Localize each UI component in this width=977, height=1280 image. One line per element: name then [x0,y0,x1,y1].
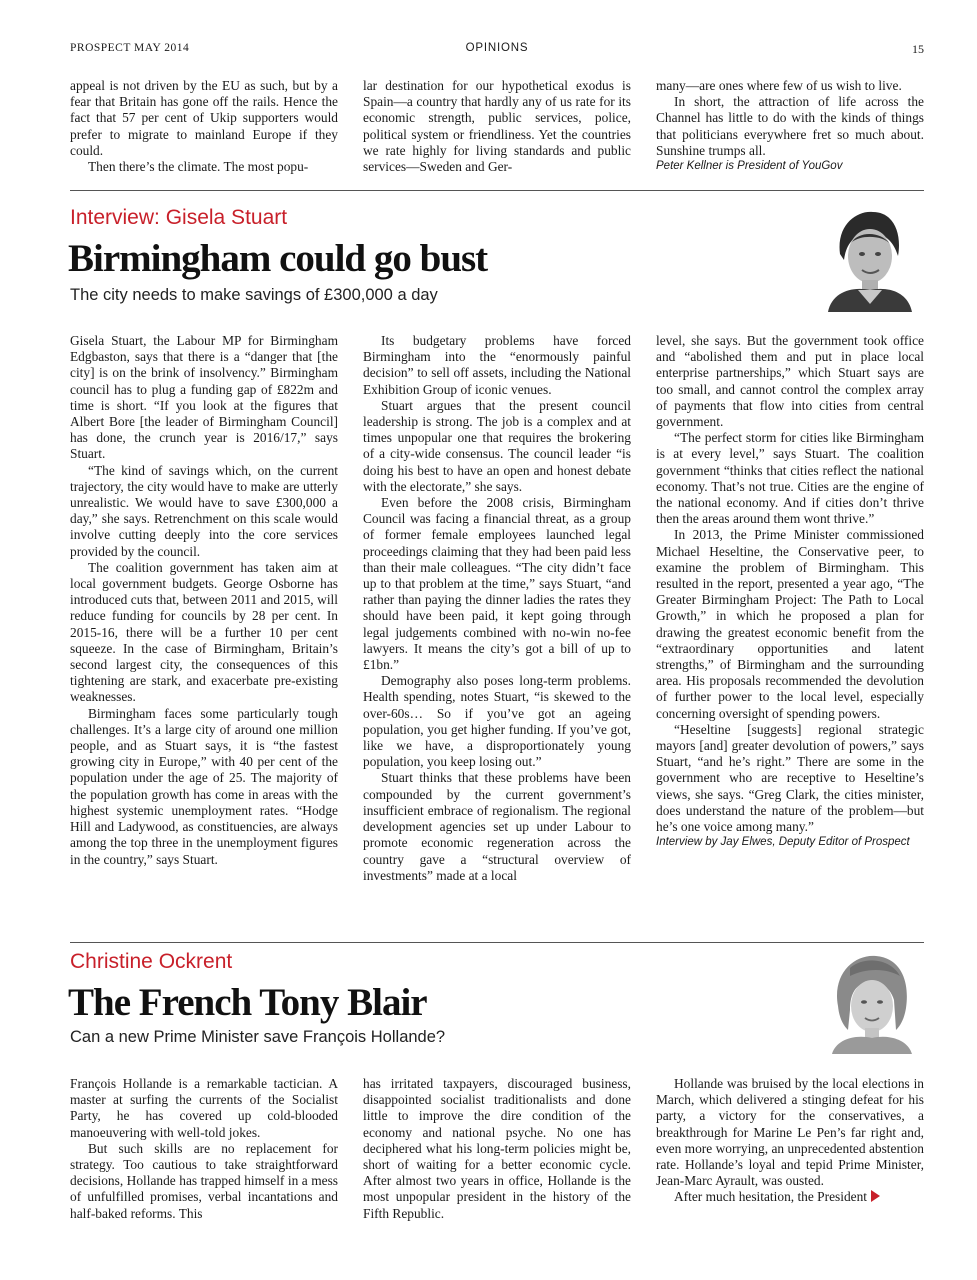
interview-body [70,333,924,884]
paragraph: Demography also poses long-term problems. Health spending, notes Stuart, “is skewed to the over-60s… So if you’ve got an ageing population, you get higher funding. If you’ve got, like we have, a disproportionately young population, you keep losing out.” [363,673,631,770]
ockrent-headline: The French Tony Blair [68,981,427,1024]
paragraph: lar destination for our hypothetical exodus is Spain—a country that hardly any of us rate for its economic strength, public services, police, political system or friendliness. Yet the countries we rate highly for living standards and public services—Sweden and Ger- [363,78,631,175]
section-title: OPINIONS [465,42,529,54]
paragraph: Hollande was bruised by the local elections in March, which delivered a stinging defeat for his party, a victory for the conservatives, a breakthrough for Marine Le Pen’s far right and, even more worrying, an unprecedented abstention rate. Hollande’s loyal and tepid Prime Minister, Jean-Marc Ayrault, was ousted. [656,1076,924,1189]
paragraph: After much hesitation, the President [674,1189,868,1205]
top-article-col-3 [656,78,924,175]
ockrent-standfirst: Can a new Prime Minister save François Hollande? [70,1028,446,1046]
top-article-col-2 [363,78,631,175]
ockrent-col-3 [656,1076,924,1222]
paragraph: appeal is not driven by the EU as such, but by a fear that Britain has gone off the rails. Hence the fact that 57 per cent of Ukip supporters would prefer to migrate to mainland Europe if they could. [70,78,338,158]
section-divider [70,942,924,943]
paragraph: Its budgetary problems have forced Birmingham into the “enormously painful decision” to sell off assets, including the National Exhibition Group of iconic venues. [363,333,631,397]
paragraph: François Hollande is a remarkable tactician. A master at surfing the currents of the Socialist Party, he has covered up cold-blooded manoeuvering with well-told jokes. [70,1076,338,1140]
christine-ockrent-portrait [820,950,918,1054]
ockrent-kicker: Christine Ockrent [70,950,233,973]
portrait-image [818,204,916,312]
paragraph: The coalition government has taken aim at local government budgets. George Osborne has introduced cuts that, between 2011 and 2015, will reduce funding for councils by 28 per cent. In 2015-16, there will be a further 10 per cent squeeze. In the case of Birmingham, Britain’s second largest city, the consequences of this tightening are stark, and exacerbate pre-existing weaknesses. [70,559,338,705]
paragraph: Stuart argues that the present council leadership is strong. The job is a complex and at times unpopular one that requires the brokering of a city-wide consensus. The council leader “is doing his best to have an open and honest debate with the electorate,” she says. [363,397,631,494]
paragraph: Then there’s the climate. The most popu- [88,159,309,175]
interview-standfirst: The city needs to make savings of £300,000 a day [70,286,438,304]
interview-col-3 [656,333,924,884]
paragraph: Even before the 2008 crisis, Birmingham Council was facing a financial threat, as a group of former female employees launched legal proceedings claiming that they had been paid less than their male colleagues. “The city didn’t face up to that problem at the time,” says Stuart, “and rather than paying the dinner ladies the rates they should have been paid, it kept going through legal judgements combined with no-win no-fee lawyers. It means the city’s got a bill of up to £1bn.” [363,495,631,673]
paragraph-continued [656,1189,924,1205]
paragraph: “Heseltine [suggests] regional strategic mayors [and] greater devolution of powers,” says Stuart, “and he’s right.” There are some in the government who are receptive to Heseltine’s views, she says. “Greg Clark, the cities minister, does understand the nature of the problem—but he’s one voice among many.” [656,721,924,835]
paragraph: has irritated taxpayers, discouraged business, disappointed socialist traditionalists and done little to improve the dire condition of the economy and national psyche. No one has deciphered what his long-term policies might be, short of waiting for a better economic cycle. After almost two years in office, Hollande is the most unpopular president in the history of the Fifth Republic. [363,1076,631,1221]
paragraph: In short, the attraction of life across the Channel has little to do with the kinds of things that politicians everywhere fret so much about. Sunshine trumps all. [656,94,924,158]
ockrent-col-1 [70,1076,338,1222]
paragraph: In 2013, the Prime Minister commissioned Michael Heseltine, the Conservative peer, to examine the problem of Birmingham. This resulted in the report, presented a year ago, “The Greater Birmingham Project: The Path to Local Growth,” in which he proposed a plan for drawing the greatest economic benefit from the “extraordinary opportunities and latent strengths,” of Birmingham and the surrounding area. His proposals recommended the devolution of further power to the local level, especially concerning oversight of spending powers. [656,527,924,721]
gisela-stuart-portrait [818,204,916,312]
paragraph: “The kind of savings which, on the current trajectory, the city would have to make are utterly unrealistic. We would have to save £300,000 a day,” she says. Retrenchment on this scale would involve cutting deeply into the core services provided by the council. [70,462,338,559]
paragraph: level, she says. But the government took office and “abolished them and put in place local enterprise partnerships,” which Stuart says are too small, and cannot control the complex array of payments that flow into cities from central government. [656,333,924,430]
publication-date: PROSPECT MAY 2014 [70,42,190,54]
page-number: 15 [912,42,924,56]
byline: Interview by Jay Elwes, Deputy Editor of Prospect [656,836,910,849]
portrait-image [820,950,918,1054]
section-divider [70,190,924,191]
page-header [70,42,924,60]
interview-col-2 [363,333,631,884]
ockrent-body [70,1076,924,1222]
paragraph: But such skills are no replacement for strategy. Too cautious to take straightforward decisions, Hollande has trapped himself in a mess of unfulfilled promises, verbal incantations and half-baked reforms. This [70,1140,338,1221]
paragraph: “The perfect storm for cities like Birmingham is at every level,” says Stuart. The coalition government “thinks that cities reflect the national economy. That’s not true. Cities are the engine of the national economy. And if cities don’t thrive then the areas around them wont thrive.” [656,430,924,527]
paragraph: Stuart thinks that these problems have been compounded by the current government’s insufficient embrace of regionalism. The regional development agencies set up under Labour to promote economic regeneration across the country gave a “structural overview of investments” made at a local [363,770,631,883]
top-article [70,78,924,175]
paragraph: many—are ones where few of us wish to live. [656,78,902,93]
paragraph: Birmingham faces some particularly tough challenges. It’s a large city of around one million people, and as Stuart says, it is “the fastest growing city in Europe,” with 40 per cent of the population under the age of 25. The majority of the population growth has come in areas with the highest systemic unemployment rates. “Hodge Hill and Ladywood, as constituencies, are always among the top three in the unemployment figures in the country,” says Stuart. [70,705,338,867]
interview-headline: Birmingham could go bust [68,237,488,280]
byline: Peter Kellner is President of YouGov [656,160,843,173]
top-article-col-1 [70,78,338,175]
interview-kicker: Interview: Gisela Stuart [70,206,288,229]
ockrent-col-2 [363,1076,631,1222]
interview-col-1 [70,333,338,884]
paragraph: Gisela Stuart, the Labour MP for Birmingham Edgbaston, says that there is a “danger that [the city] is on the brink of insolvency.” Birmingham council has to plug a funding gap of £822m and time is short. “If you look at the figures that Albert Bore [the leader of Birmingham Council] has done, the crunch year is 2016/17,” says Stuart. [70,333,338,462]
continue-arrow-icon [871,1190,880,1202]
